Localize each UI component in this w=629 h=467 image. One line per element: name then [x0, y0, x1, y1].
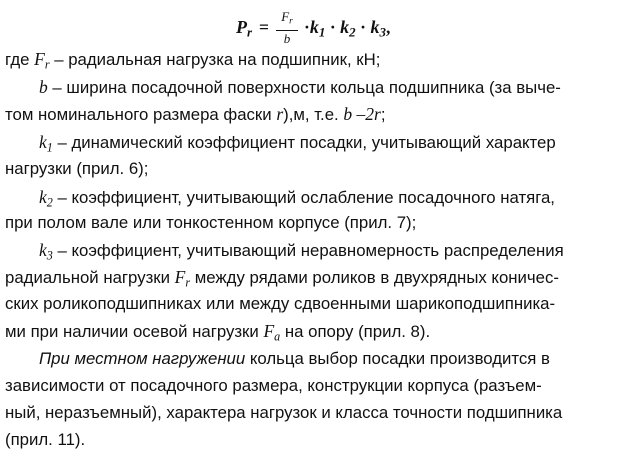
local-loading-line4: (прил. 11).	[5, 430, 86, 449]
definition-k2-line1: $k_2$ – коэффициент, учитывающий ослабление посадочного натяга,	[39, 187, 555, 210]
definition-k2-line2: при полом вале или тонкостенном корпусе (прил. 7);	[5, 213, 417, 232]
definition-k3-line2: радиальной нагрузки $F_r$ между рядами роликов в двухрядных коничес-	[5, 267, 559, 290]
definition-k1-line2: нагрузки (прил. 6);	[5, 159, 149, 178]
fraction-denominator: b	[283, 30, 291, 46]
definition-k3-line3: ских роликоподшипниках или между сдвоенными шарикоподшипника-	[5, 294, 556, 313]
definition-k1-line1: $k_1$ – динамический коэффициент посадки, учитывающий характер	[39, 132, 556, 155]
formula-lhs: $P_r$	[236, 17, 253, 40]
formula-factors: $\cdot k_1 \cdot k_2 \cdot k_3$,	[304, 17, 391, 40]
definition-k3-line1: $k_3$ – коэффициент, учитывающий неравномерность распределения	[39, 240, 564, 263]
local-loading-line3: ный, неразъемный), характера нагрузок и класса точности подшипника	[5, 403, 563, 422]
formula-equals: =	[259, 17, 269, 37]
formula-fraction	[276, 10, 298, 46]
definition-b-line2: том номинального размера фаски r),м, т.е. b –2r;	[5, 104, 386, 124]
definition-b-line1: b – ширина посадочной поверхности кольца подшипника (за выче-	[39, 77, 561, 97]
definition-fr: где $F_r$ – радиальная нагрузка на подшипник, кН;	[5, 49, 381, 72]
fraction-numerator: $F_r$	[276, 10, 298, 31]
local-loading-line1: При местном нагружении кольца выбор посадки производится в	[39, 349, 550, 368]
local-loading-line2: зависимости от посадочного размера, конструкции корпуса (разъем-	[5, 376, 542, 395]
definition-k3-line4: ми при наличии осевой нагрузки $F_a$ на опору (прил. 8).	[5, 321, 431, 344]
